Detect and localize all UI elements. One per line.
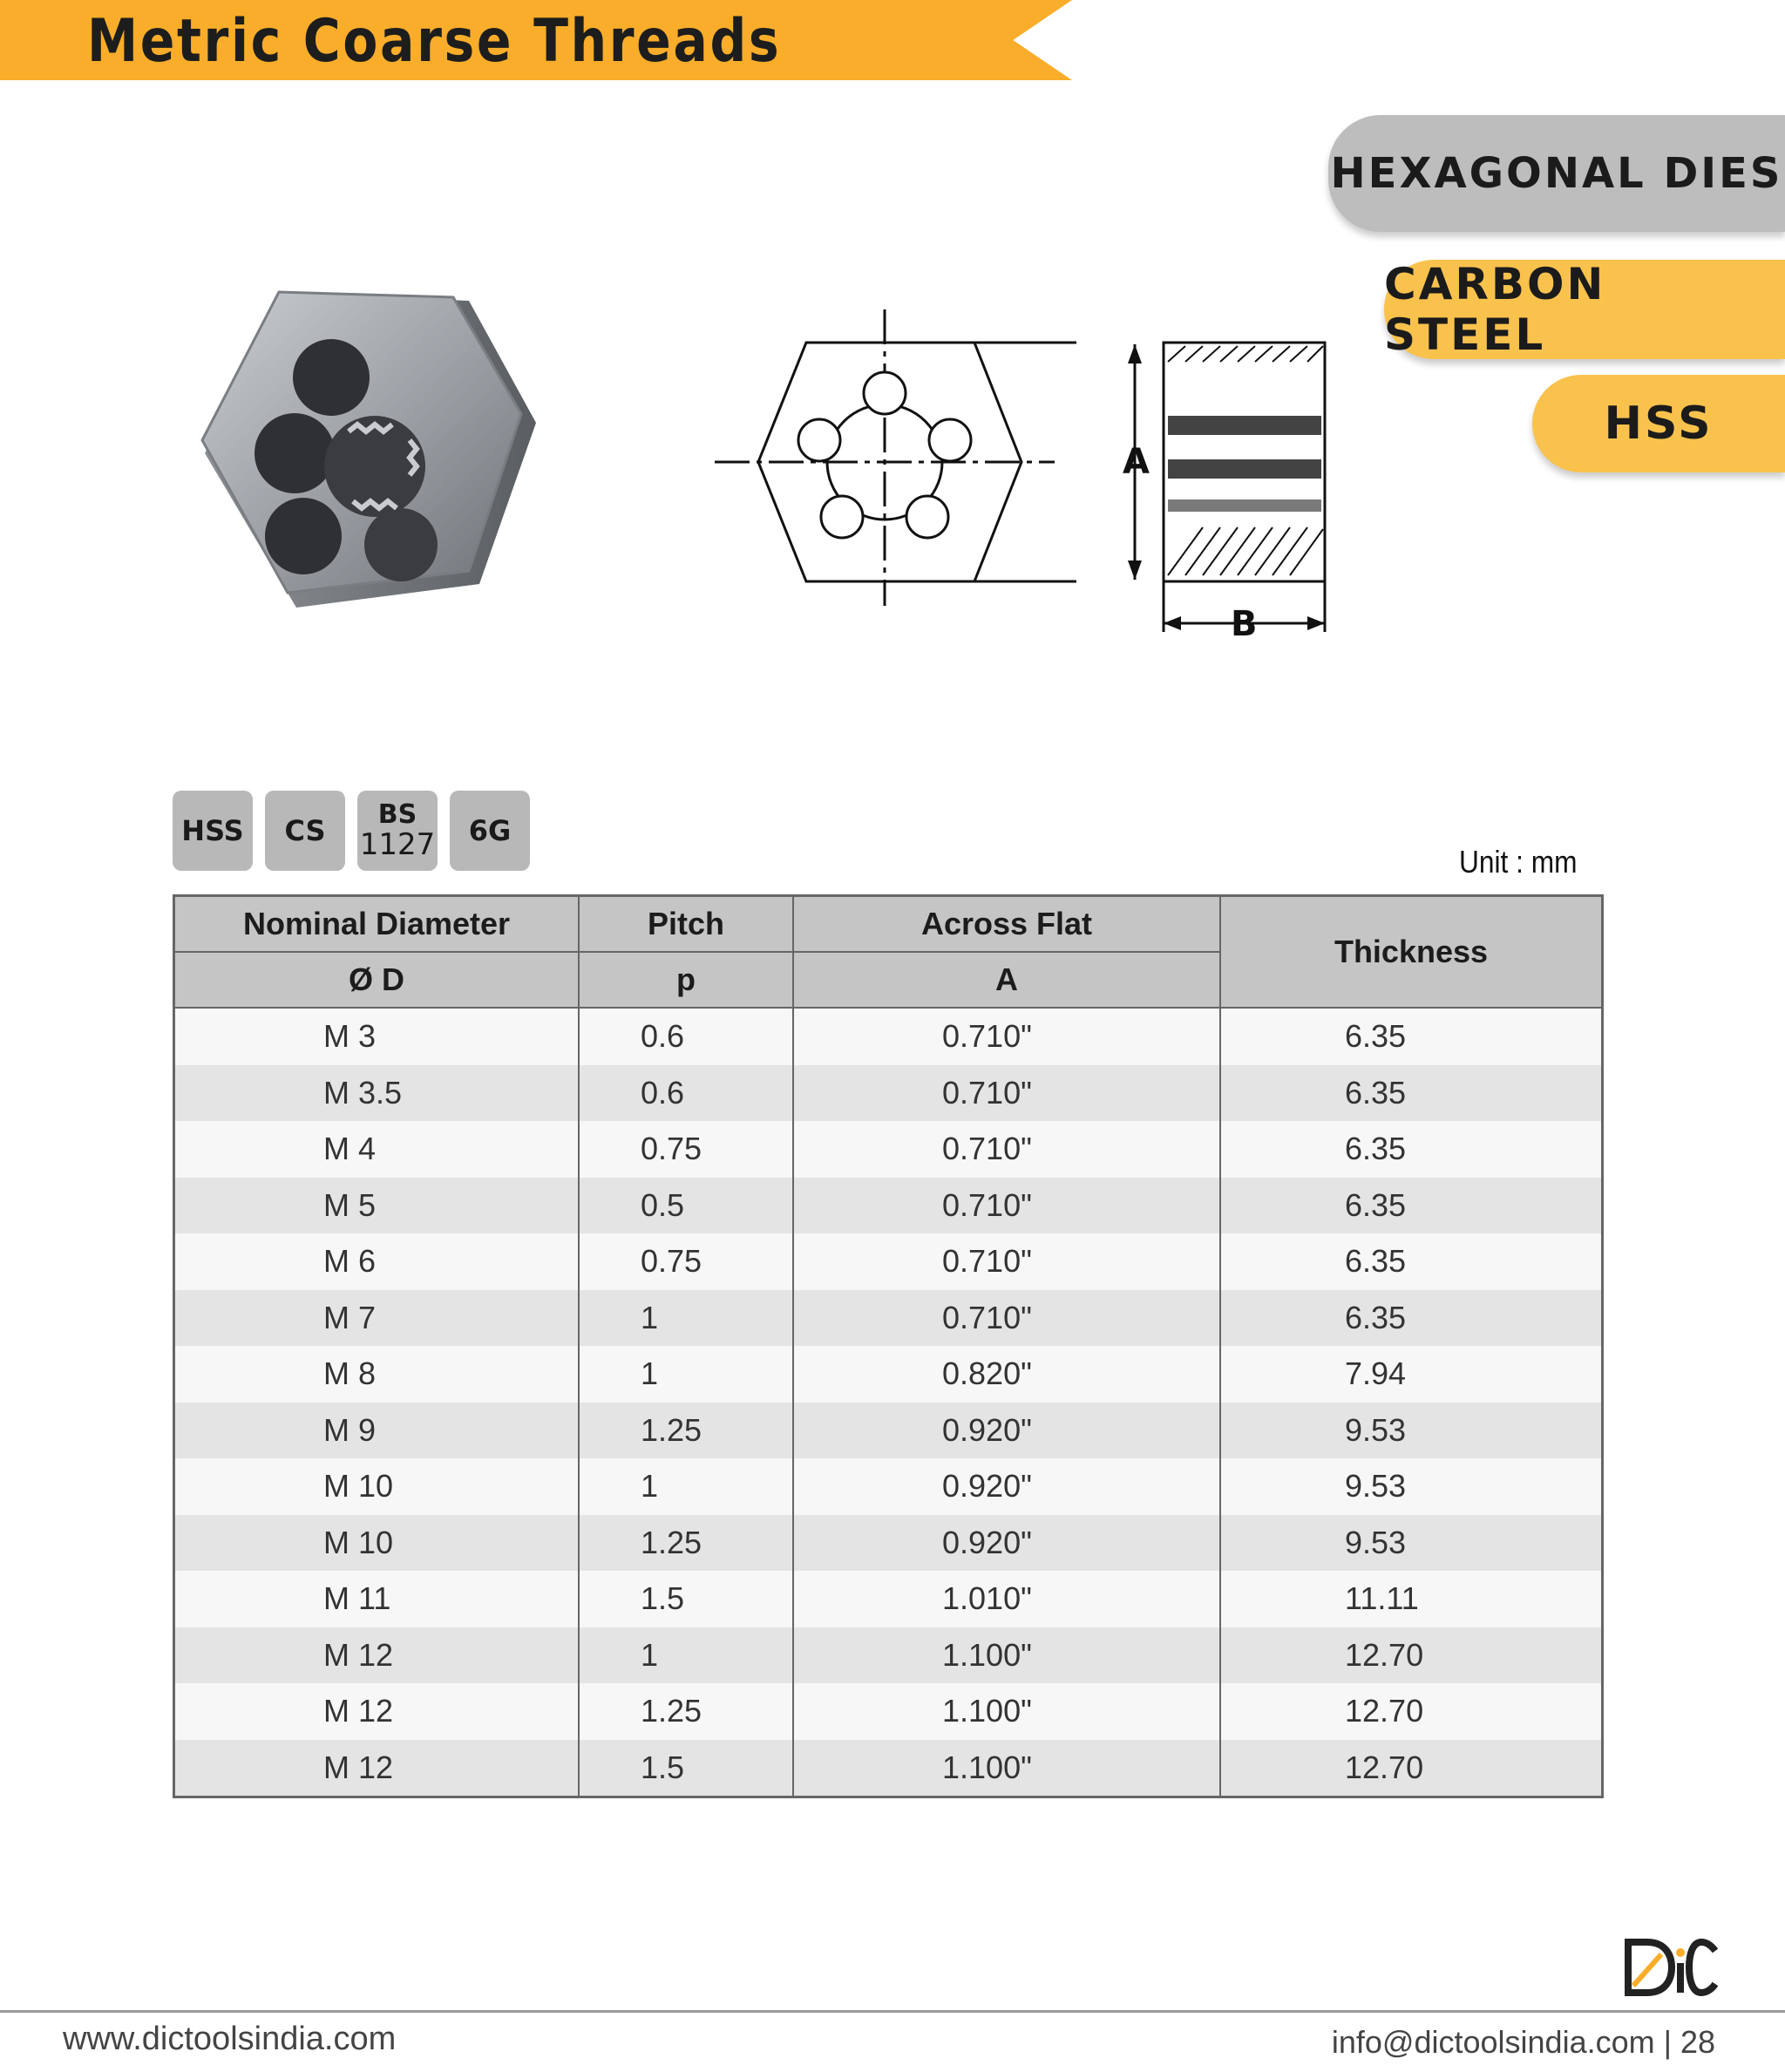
- cell-thickness: 12.70: [1220, 1740, 1603, 1797]
- cell-nominal-diameter: M 11: [174, 1571, 580, 1627]
- cell-across-flat: 0.710": [793, 1008, 1220, 1065]
- cell-pitch: 1: [579, 1290, 793, 1347]
- table-row: [174, 1571, 1603, 1627]
- badge-6g: [450, 791, 530, 871]
- cell-pitch: 1: [579, 1458, 793, 1515]
- cell-pitch: 0.75: [579, 1121, 793, 1178]
- cell-across-flat: 0.920": [793, 1458, 1220, 1515]
- badge-label: 6G: [468, 814, 512, 847]
- cell-across-flat: 1.100": [793, 1683, 1220, 1740]
- badge-label: HSS: [181, 814, 244, 847]
- spec-table: [173, 894, 1604, 1798]
- cell-pitch: 1.25: [579, 1403, 793, 1459]
- cell-across-flat: 0.820": [793, 1346, 1220, 1403]
- cell-nominal-diameter: M 10: [174, 1515, 580, 1572]
- cell-pitch: 0.6: [579, 1008, 793, 1065]
- cell-nominal-diameter: M 7: [174, 1290, 580, 1347]
- cell-nominal-diameter: M 8: [174, 1346, 580, 1403]
- badge-label: BS: [377, 799, 417, 830]
- cell-thickness: 12.70: [1220, 1683, 1603, 1740]
- table-row: [174, 1121, 1603, 1178]
- table-row: [174, 1458, 1603, 1515]
- badge-sublabel: 1127: [359, 827, 436, 862]
- page-title: Metric Coarse Threads: [87, 7, 782, 76]
- header-p: p: [579, 952, 793, 1008]
- badge-label: CS: [284, 814, 326, 847]
- cell-nominal-diameter: M 6: [174, 1233, 580, 1290]
- badge-hss: [173, 791, 253, 871]
- cell-thickness: 6.35: [1220, 1008, 1603, 1065]
- cell-thickness: 7.94: [1220, 1346, 1603, 1403]
- header-across-flat: Across Flat: [793, 896, 1220, 953]
- badge-bs-1127: [357, 791, 438, 871]
- cell-across-flat: 0.920": [793, 1403, 1220, 1459]
- cell-thickness: 9.53: [1220, 1403, 1603, 1459]
- header-thickness: Thickness: [1220, 896, 1603, 1009]
- table-row: [174, 1515, 1603, 1572]
- cell-nominal-diameter: M 12: [174, 1683, 580, 1740]
- cell-nominal-diameter: M 3.5: [174, 1065, 580, 1122]
- cell-across-flat: 1.100": [793, 1627, 1220, 1684]
- cell-thickness: 11.11: [1220, 1571, 1603, 1627]
- table-row: [174, 1178, 1603, 1234]
- cell-across-flat: 0.710": [793, 1065, 1220, 1122]
- unit-label: Unit : mm: [1459, 844, 1578, 880]
- header-pitch: Pitch: [579, 896, 793, 953]
- table-row: [174, 1008, 1603, 1065]
- cell-thickness: 6.35: [1220, 1233, 1603, 1290]
- table-row: [174, 1233, 1603, 1290]
- cell-pitch: 0.5: [579, 1178, 793, 1234]
- header-nominal-diameter: Nominal Diameter: [174, 896, 580, 953]
- cell-pitch: 1.5: [579, 1740, 793, 1797]
- cell-pitch: 1: [579, 1627, 793, 1684]
- cell-thickness: 6.35: [1220, 1290, 1603, 1347]
- table-row: [174, 1346, 1603, 1403]
- hexagonal-die-photo: [192, 283, 549, 623]
- cell-thickness: 6.35: [1220, 1065, 1603, 1122]
- cell-thickness: 12.70: [1220, 1627, 1603, 1684]
- cell-pitch: 0.6: [579, 1065, 793, 1122]
- cell-nominal-diameter: M 4: [174, 1121, 580, 1178]
- cell-pitch: 1.5: [579, 1571, 793, 1627]
- cell-across-flat: 0.710": [793, 1121, 1220, 1178]
- cell-thickness: 6.35: [1220, 1178, 1603, 1234]
- dimension-label-b: B: [1231, 604, 1258, 644]
- category-hss: HSS: [1532, 375, 1785, 472]
- cell-pitch: 1.25: [579, 1683, 793, 1740]
- table-row: [174, 1683, 1603, 1740]
- technical-drawing: [715, 309, 1334, 645]
- table-row: [174, 1403, 1603, 1459]
- cell-across-flat: 0.710": [793, 1233, 1220, 1290]
- cell-across-flat: 0.710": [793, 1290, 1220, 1347]
- dimension-label-a: A: [1123, 442, 1150, 482]
- footer-contact: info@dictoolsindia.com | 28: [1331, 2024, 1715, 2060]
- cell-nominal-diameter: M 5: [174, 1178, 580, 1234]
- cell-pitch: 0.75: [579, 1233, 793, 1290]
- cell-thickness: 6.35: [1220, 1121, 1603, 1178]
- cell-nominal-diameter: M 12: [174, 1740, 580, 1797]
- table-row: [174, 1627, 1603, 1684]
- table-row: [174, 1740, 1603, 1797]
- cell-pitch: 1: [579, 1346, 793, 1403]
- cell-thickness: 9.53: [1220, 1515, 1603, 1572]
- cell-thickness: 9.53: [1220, 1458, 1603, 1515]
- category-carbon-steel: CARBON STEEL: [1384, 260, 1785, 359]
- table-row: [174, 1290, 1603, 1347]
- cell-nominal-diameter: M 9: [174, 1403, 580, 1459]
- cell-across-flat: 1.010": [793, 1571, 1220, 1627]
- cell-across-flat: 1.100": [793, 1740, 1220, 1797]
- cell-nominal-diameter: M 10: [174, 1458, 580, 1515]
- category-hexagonal-dies: HEXAGONAL DIES: [1328, 115, 1785, 232]
- dic-logo: [1623, 1937, 1719, 1998]
- cell-nominal-diameter: M 12: [174, 1627, 580, 1684]
- footer-divider: [0, 2010, 1785, 2013]
- cell-pitch: 1.25: [579, 1515, 793, 1572]
- header-a: A: [793, 952, 1220, 1008]
- cell-across-flat: 0.920": [793, 1515, 1220, 1572]
- badge-cs: [265, 791, 345, 871]
- footer-website: www.dictoolsindia.com: [63, 2021, 397, 2057]
- spec-badges: [173, 791, 530, 871]
- spec-table-body: [174, 1008, 1603, 1797]
- cell-nominal-diameter: M 3: [174, 1008, 580, 1065]
- cell-across-flat: 0.710": [793, 1178, 1220, 1234]
- table-row: [174, 1065, 1603, 1122]
- header-od: Ø D: [174, 952, 580, 1008]
